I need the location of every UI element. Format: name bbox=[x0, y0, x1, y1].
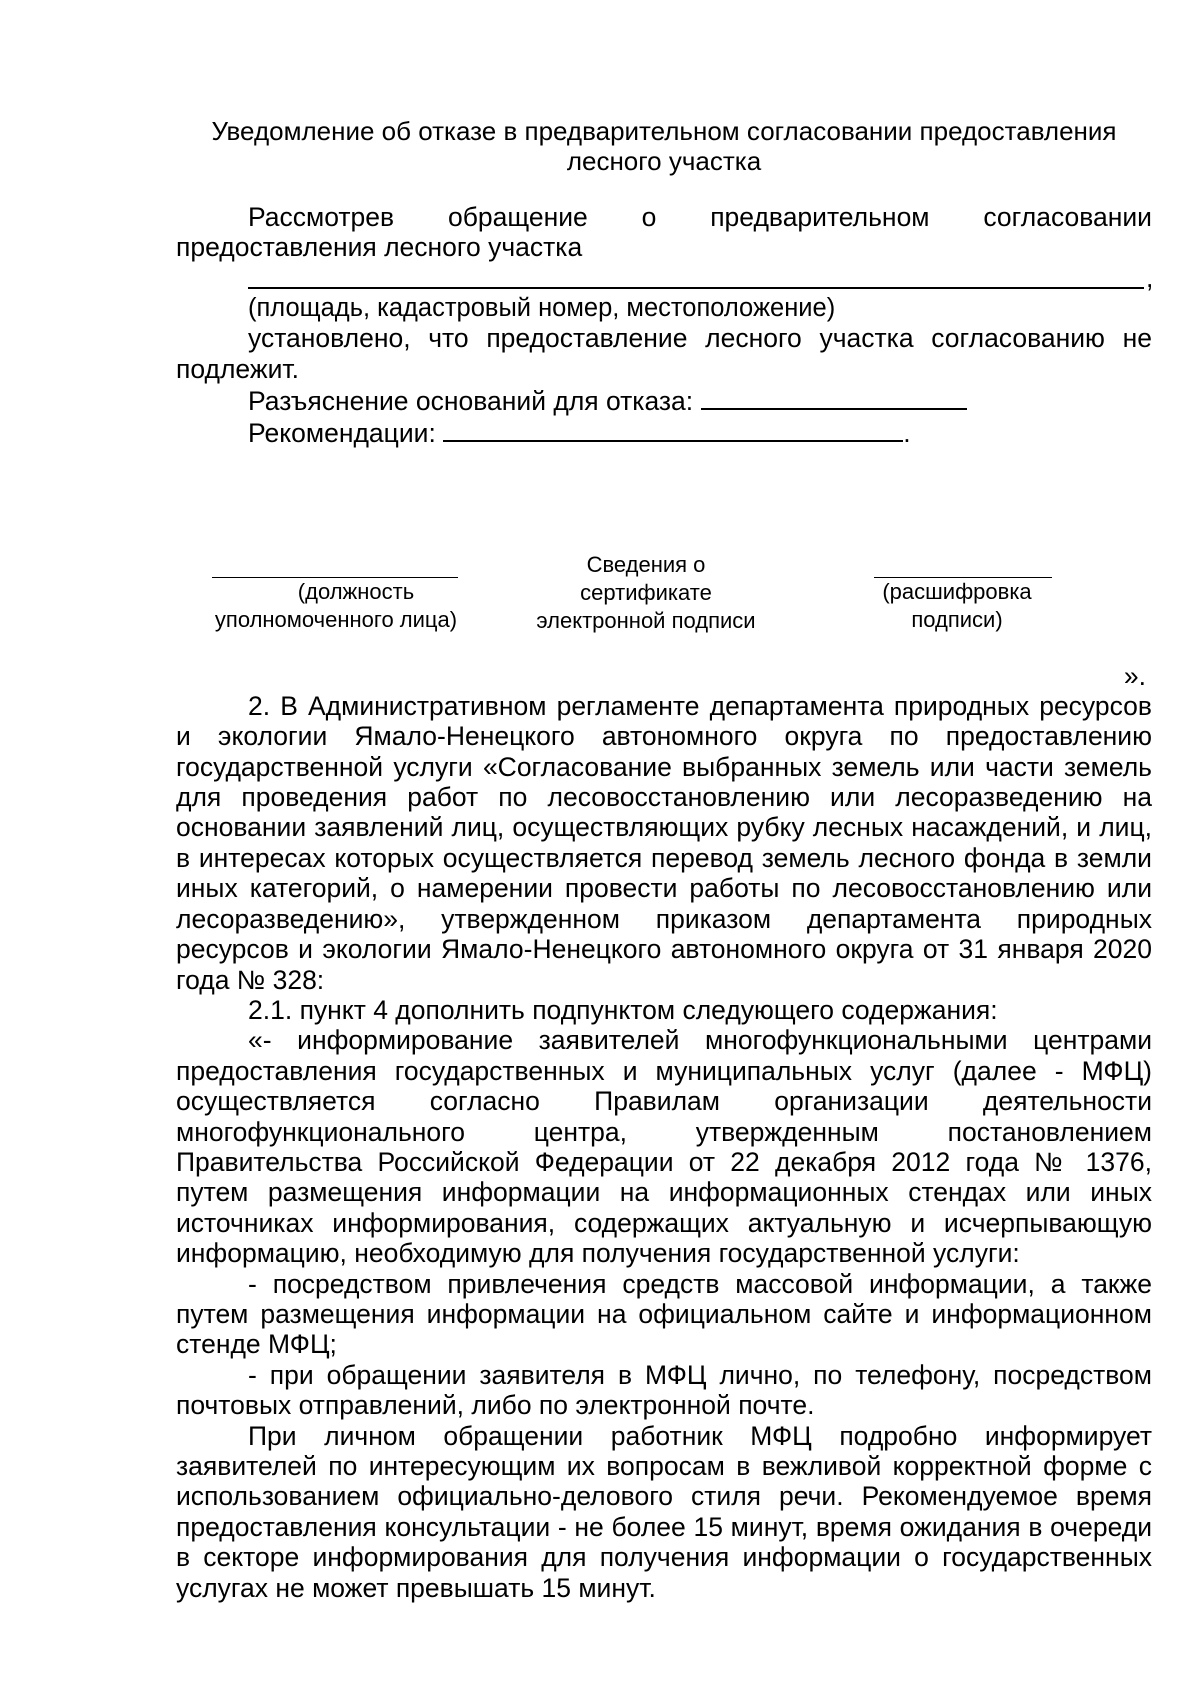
decode-caption-1: (расшифровка bbox=[882, 578, 1032, 604]
decode-caption-2: подписи) bbox=[911, 606, 1003, 632]
position-caption-2: уполномоченного лица) bbox=[214, 606, 458, 632]
certificate-column bbox=[536, 551, 756, 635]
recommendations-label: Рекомендации: bbox=[248, 418, 436, 449]
certificate-line-2: сертификате bbox=[580, 579, 712, 605]
object-blank-underline bbox=[248, 287, 1144, 289]
considered-continuation: предоставления лесного участка bbox=[176, 232, 583, 263]
considered-word: предварительном bbox=[710, 202, 930, 232]
established-text: установлено, что предоставление лесного участка согласованию не подлежит. bbox=[176, 323, 1152, 384]
notice-title-line-2: лесного участка bbox=[566, 146, 762, 176]
document-page bbox=[176, 116, 1152, 1603]
recommendations-blank bbox=[443, 416, 903, 442]
reasons-label: Разъяснение оснований для отказа: bbox=[248, 386, 694, 417]
notice-title bbox=[176, 116, 1152, 176]
paragraph-media: - посредством привлечения средств массовой информации, а также путем размещения информации на официальном сайте и информационном стенде МФЦ; bbox=[176, 1268, 1152, 1360]
position-signature-line bbox=[212, 551, 458, 578]
considered-word: обращение bbox=[447, 202, 588, 232]
object-blank-hint: (площадь, кадастровый номер, местоположение) bbox=[248, 293, 836, 322]
paragraph-amendment: 2. В Административном регламенте департамента природных ресурсов и экологии Ямало-Ненецкого автономного округа по предоставлению государственной услуги «Согласование выбранных земель или части земель для проведения работ по лесовосстановлению или лесоразведению на основании заявлений лиц, осуществляющих рубку лесных насаждений, и лиц, в интересах которых осуществляется перевод земель лесного фонда в земли иных категорий, о намерении провести работы по лесовосстановлению или лесоразведению», утвержденном приказом департамента природных ресурсов и экологии Ямало-Ненецкого автономного округа от 31 января 2020 года № 328: bbox=[176, 690, 1152, 995]
reasons-line bbox=[176, 384, 1152, 416]
recommendations-line bbox=[176, 416, 1152, 448]
paragraph-contact: - при обращении заявителя в МФЦ лично, по телефону, посредством почтовых отправлений, либо по электронной почте. bbox=[176, 1359, 1152, 1421]
certificate-line-3: электронной подписи bbox=[536, 607, 756, 633]
reasons-blank bbox=[701, 384, 967, 410]
certificate-line-1: Сведения о bbox=[586, 551, 706, 577]
considered-line bbox=[176, 202, 1152, 232]
notice-title-line-1: Уведомление об отказе в предварительном согласовании предоставления bbox=[211, 116, 1117, 146]
considered-word: согласовании bbox=[983, 202, 1152, 232]
considered-word: Рассмотрев bbox=[248, 202, 395, 232]
closing-quote: ». bbox=[1123, 660, 1146, 691]
position-column bbox=[196, 551, 476, 634]
object-blank-comma: , bbox=[1146, 262, 1154, 293]
recommendations-end: . bbox=[903, 418, 911, 449]
paragraph-consultation: При личном обращении работник МФЦ подробно информирует заявителей по интересующим их вопросам в вежливой корректной форме с использованием официально-делового стиля речи. Рекомендуемое время предоставления консультации - не более 15 минут, время ожидания в очереди в секторе информирования для получения информации о государственных услугах не может превышать 15 минут. bbox=[176, 1420, 1152, 1603]
decode-signature-line bbox=[874, 551, 1052, 578]
decode-column bbox=[862, 551, 1052, 634]
position-caption-1: (должность bbox=[297, 578, 415, 604]
signature-block bbox=[176, 551, 1152, 661]
paragraph-clause: 2.1. пункт 4 дополнить подпунктом следующего содержания: bbox=[248, 994, 998, 1025]
considered-word: о bbox=[641, 202, 657, 232]
object-blank-line bbox=[248, 263, 1152, 293]
paragraph-informing: «- информирование заявителей многофункциональными центрами предоставления государственных и муниципальных услуг (далее - МФЦ) осуществляется согласно Правилам организации деятельности многофункционального центра, утвержденным постановлением Правительства Российской Федерации от 22 декабря 2012 года № 1376, путем размещения информации на информационных стендах или иных источниках информирования, содержащих актуальную и исчерпывающую информацию, необходимую для получения государственной услуги: bbox=[176, 1025, 1152, 1269]
